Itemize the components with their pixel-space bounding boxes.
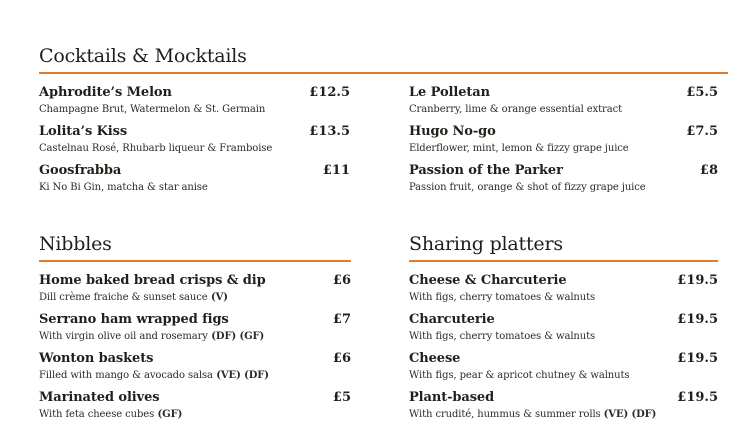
menu-item-description [409,103,718,116]
menu-item-description [39,369,351,382]
dietary-tag: (GF) [157,409,183,420]
menu-item-description [39,181,350,194]
menu-item-description-text: With figs, cherry tomatoes & walnuts [409,292,596,303]
menu-item [409,85,718,124]
menu-item [409,163,718,202]
menu-item-name: Le Polletan [409,85,490,100]
menu-item-description [39,291,351,304]
menu-item-description [39,103,350,116]
menu-item-description-text: Champagne Brut, Watermelon & St. Germain [39,104,266,115]
menu-item-description-text: Dill crème fraiche & sunset sauce [39,292,208,303]
menu-item-description-text: Ki No Bi Gin, matcha & star anise [39,182,208,193]
menu-item [409,124,718,163]
menu-item [39,351,351,390]
menu-item-description-text: With crudité, hummus & summer rolls [409,409,604,420]
platters-list [409,273,718,429]
cocktails-right-list [409,85,718,202]
menu-item-description-text: Castelnau Rosé, Rhubarb liqueur & Framboise [39,143,273,154]
platters-title: Sharing platters [409,233,718,262]
menu-item-description [409,369,718,382]
menu-item-name: Plant-based [409,390,495,405]
menu-item [409,390,718,429]
menu-item-name: Serrano ham wrapped figs [39,312,229,327]
menu-item-price: £19.5 [677,390,718,405]
menu-item-price: £7.5 [686,124,718,139]
dietary-tag: (VE) (DF) [603,409,657,420]
menu-item [409,273,718,312]
nibbles-list [39,273,351,429]
nibbles-title: Nibbles [39,233,351,262]
menu-item-description [39,408,351,421]
menu-item-description-text: With feta cheese cubes [39,409,155,420]
menu-item-name: Lolita’s Kiss [39,124,128,139]
menu-item-description-text: Cranberry, lime & orange essential extract [409,104,622,115]
menu-item [39,273,351,312]
menu-item-description [409,181,718,194]
menu-item-price: £5.5 [686,85,718,100]
menu-item-description [409,142,718,155]
menu-item-price: £6 [332,273,351,288]
menu-item-price: £5 [332,390,351,405]
menu-item [39,124,350,163]
menu-item-price: £6 [332,351,351,366]
cocktails-left-list [39,85,350,202]
menu-item-price: £7 [332,312,351,327]
cocktails-columns [39,74,728,194]
menu-item-description [39,330,351,343]
menu-item-name: Cheese & Charcuterie [409,273,567,288]
menu-item-description-text: With figs, cherry tomatoes & walnuts [409,331,596,342]
menu-item-description [39,142,350,155]
menu-item [39,163,350,202]
cocktails-title: Cocktails & Mocktails [39,45,728,74]
menu-item-name: Wonton baskets [39,351,154,366]
menu-item [409,312,718,351]
menu-item [39,390,351,429]
menu-item-name: Hugo No-go [409,124,496,139]
menu-item-description-text: Passion fruit, orange & shot of fizzy grape juice [409,182,646,193]
menu-item-price: £12.5 [309,85,350,100]
menu-item-description-text: With virgin olive oil and rosemary [39,331,208,342]
menu-item-description-text: Elderflower, mint, lemon & fizzy grape juice [409,143,629,154]
menu-item [39,312,351,351]
menu-item-description [409,408,718,421]
menu-item-name: Home baked bread crisps & dip [39,273,266,288]
menu-item-name: Cheese [409,351,461,366]
menu-item-price: £19.5 [677,273,718,288]
menu-item-name: Charcuterie [409,312,495,327]
dietary-tag: (DF) (GF) [211,331,265,342]
dietary-tag: (VE) (DF) [216,370,269,381]
menu-item-description [409,330,718,343]
cocktails-section [39,45,728,194]
menu-item-name: Goosfrabba [39,163,122,178]
menu-item [409,351,718,390]
menu-item-name: Passion of the Parker [409,163,563,178]
menu-item-price: £11 [322,163,350,178]
menu-item-price: £13.5 [309,124,350,139]
nibbles-section [39,233,351,429]
menu-item-price: £19.5 [677,312,718,327]
platters-section [409,233,718,429]
menu-item-description [409,291,718,304]
menu-item-price: £8 [699,163,718,178]
dietary-tag: (V) [210,292,228,303]
menu-item [39,85,350,124]
menu-item-price: £19.5 [677,351,718,366]
menu-item-name: Marinated olives [39,390,160,405]
menu-item-description-text: With figs, pear & apricot chutney & walnuts [409,370,630,381]
menu-item-description-text: Filled with mango & avocado salsa [39,370,213,381]
menu-item-name: Aphrodite’s Melon [39,85,172,100]
